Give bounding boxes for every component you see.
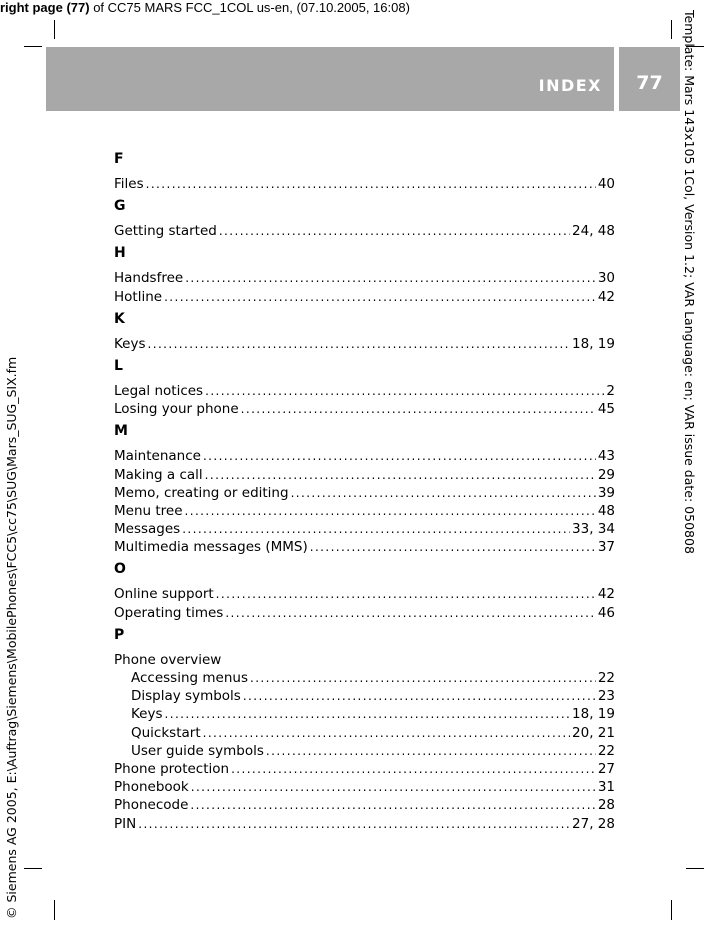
print-header-line <box>0 0 410 18</box>
index-entry: PIN ..... 27, 28 <box>114 815 615 833</box>
index-entry: Hotline ..... 42 <box>114 288 615 306</box>
crop-mark <box>24 868 42 869</box>
print-header-page: right page (77) <box>0 0 90 15</box>
index-sub-entry: Display symbols ..... 23 <box>114 687 615 705</box>
index-letter-k: K <box>114 310 125 327</box>
index-sub-entry: Quickstart ..... 20, 21 <box>114 724 615 742</box>
index-letter-h: H <box>114 245 126 262</box>
index-entry: Handsfree ..... 30 <box>114 269 615 287</box>
page-title: INDEX <box>538 76 602 95</box>
index-letter-m: M <box>114 423 128 440</box>
index-entry: Multimedia messages (MMS) ..... 37 <box>114 538 615 556</box>
crop-mark <box>671 900 672 920</box>
crop-mark <box>54 900 55 920</box>
index-letter-p: P <box>114 626 125 643</box>
index-entry: Memo, creating or editing ..... 39 <box>114 484 615 502</box>
index-entry: Phonecode ..... 28 <box>114 796 615 814</box>
index-entry: Phone protection ..... 27 <box>114 760 615 778</box>
index-entry: Losing your phone ..... 45 <box>114 400 615 418</box>
index-entry: Legal notices ..... 2 <box>114 382 615 400</box>
crop-mark <box>54 20 55 39</box>
index-entry: Operating times ..... 46 <box>114 604 615 622</box>
index-entry: Messages ..... 33, 34 <box>114 520 615 538</box>
crop-mark <box>686 868 704 869</box>
index-entry: Phonebook ..... 31 <box>114 778 615 796</box>
index-sub-entry: Keys ..... 18, 19 <box>114 705 615 723</box>
index-letter-g: G <box>114 198 126 215</box>
index-entry: Online support ..... 42 <box>114 585 615 603</box>
index-entry: Making a call ..... 29 <box>114 466 615 484</box>
index-entry: Files ..... 40 <box>114 175 615 193</box>
print-header-info: of CC75 MARS FCC_1COL us-en, (07.10.2005, 16:08) <box>89 0 410 15</box>
index-sub-entry: Accessing menus ..... 22 <box>114 669 615 687</box>
index-entry-heading: Phone overview <box>114 651 222 668</box>
index-list <box>114 148 615 833</box>
header-band <box>46 47 614 111</box>
index-entry: Getting started ..... 24, 48 <box>114 222 615 240</box>
page-number-box <box>619 47 680 111</box>
index-letter-f: F <box>114 151 124 167</box>
index-letter-o: O <box>114 561 126 578</box>
index-entry: Keys ..... 18, 19 <box>114 335 615 353</box>
index-sub-entry: User guide symbols ..... 22 <box>114 742 615 760</box>
crop-mark <box>24 46 42 47</box>
index-entry: Maintenance ..... 43 <box>114 447 615 465</box>
index-letter-l: L <box>114 357 123 374</box>
index-entry: Menu tree ..... 48 <box>114 502 615 520</box>
page-number: 77 <box>636 72 663 94</box>
crop-mark <box>671 20 672 39</box>
